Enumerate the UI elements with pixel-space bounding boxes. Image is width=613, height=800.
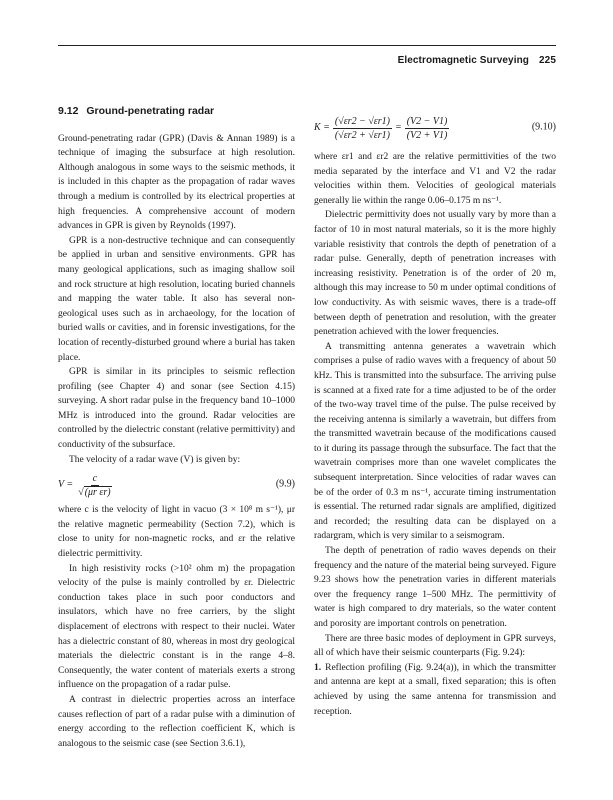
equation-denominator: (√εr2 + √εr1) bbox=[334, 129, 390, 141]
left-column bbox=[58, 104, 295, 751]
paragraph: GPR is a non-destructive technique and can consequently be applied in urban and sensitive environments. GPR has many geological applications, such as imaging shallow soil and rock structure at high resolution, locating buried channels and mapping the water table. It also has several non-geological uses such as in archaeology, for the location of buried walls or cavities, and in forensic investigations, for the location of recently-disturbed ground where a burial has taken place. bbox=[58, 235, 295, 363]
equation-fraction-permittivity bbox=[333, 115, 392, 142]
paragraph: where c is the velocity of light in vacuo (3 × 10⁸ m s⁻¹), μr the relative magnetic permeability (Section 7.2), which is close to unity for non-magnetic rocks, and εr the relative dielectric permittivity. bbox=[58, 505, 295, 560]
equation-number: (9.9) bbox=[275, 478, 295, 490]
paragraph: A contrast in dielectric properties across an interface causes reflection of part of a radar pulse with a diminution of energy according to the reflection coefficient K, which is analogous to the seismic case (see Section 3.6.1), bbox=[58, 694, 295, 749]
paragraph: Dielectric permittivity does not usually vary by more than a factor of 10 in most natural materials, so it is the more highly variable resistivity that controls the depth of penetration of a radar pulse. Generally, depth of penetration increases with increasing resistivity. Penetration is of the order of 20 m, although this may increase to 50 m under optimal conditions of low conductivity. As with seismic waves, there is a trade-off between depth of penetration and resolution, with the greater penetration achieved with the lower frequencies. bbox=[314, 210, 556, 338]
section-number: 9.12 bbox=[58, 105, 79, 117]
equation-equals: = bbox=[394, 121, 402, 133]
equation-9-10 bbox=[314, 110, 556, 146]
equation-fraction-velocity bbox=[405, 115, 450, 142]
paragraph: The velocity of a radar wave (V) is given by: bbox=[69, 454, 241, 465]
page-number: 225 bbox=[539, 55, 556, 66]
section-heading bbox=[58, 104, 295, 119]
paragraph: There are three basic modes of deployment in GPR surveys, all of which have their seismic counterparts (Fig. 9.24): bbox=[314, 633, 556, 659]
paragraph: In high resistivity rocks (>10² ohm m) the propagation velocity of the pulse is mainly controlled by εr. Dielectric conduction takes place in such poor conductors and insulators, which have no free carriers, by the slight displacement of electrons with respect to their nuclei. Water has a dielectric constant of 80, whereas in most dry geological materials the dielectric constant is in the range 4–8. Consequently, the water content of materials exerts a strong influence on the propagation of a radar pulse. bbox=[58, 563, 295, 691]
paragraph: GPR is similar in its principles to seismic reflection profiling (see Chapter 4) and sonar (see Section 4.15) surveying. A short radar pulse in the frequency band 10–1000 MHz is introduced into the ground. Radar velocities are controlled by the dielectric constant (relative permittivity) and conductivity of the subsurface. bbox=[58, 367, 295, 451]
equation-fraction bbox=[76, 472, 113, 499]
equation-number: (9.10) bbox=[531, 121, 556, 133]
paragraph: where εr1 and εr2 are the relative permittivities of the two media separated by the interface and V1 and V2 the radar velocities within them. Velocities of geological materials generally lie within the range 0.06–0.175 m ns⁻¹. bbox=[314, 152, 556, 206]
equation-denominator: (V2 + V1) bbox=[406, 129, 448, 141]
equation-numerator: (V2 − V1) bbox=[406, 115, 448, 127]
list-item-text: Reflection profiling (Fig. 9.24(a)), in which the transmitter and antenna are kept at a small, fixed separation; this is often achieved by using the same antenna for transmission and reception. bbox=[314, 662, 556, 717]
equation-lhs: K = bbox=[314, 121, 330, 133]
equation-numerator: c bbox=[92, 472, 98, 484]
equation-lhs: V = bbox=[58, 478, 74, 490]
section-title: Ground-penetrating radar bbox=[86, 105, 215, 117]
paragraph: Ground-penetrating radar (GPR) (Davis & Annan 1989) is a technique of imaging the subsurface at high resolution. Although analogous in some ways to the seismic methods, it is included in this chapter as the propagation of radar waves through a medium is controlled by its electrical properties at high frequencies. A comprehensive account of modern advances in GPR is given by Reynolds (1997). bbox=[58, 133, 295, 232]
paragraph: A transmitting antenna generates a wavetrain which comprises a pulse of radio waves with a frequency of about 50 kHz. This is transmitted into the subsurface. The arriving pulse is scanned at a fixed rate for a time adjusted to be of the order of the two-way travel time of the pulse. The pulse received by the receiving antenna is similarly a wavetrain, but differs from the transmitted wavetrain because of the modifications caused to it during its passage through the subsurface. The fact that the wavetrain comprises more than one wavelet complicates the subsequent interpretation. Since velocities of radar waves can be of the order of 0.3 m ns⁻¹, accurate timing instrumentation is essential. The returned radar signals are amplified, digitized and recorded; the resulting data can be displayed on a radargram, which is very similar to a seismogram. bbox=[314, 341, 556, 542]
header-rule bbox=[58, 45, 556, 46]
equation-9-9 bbox=[58, 467, 295, 503]
equation-numerator: (√εr2 − √εr1) bbox=[334, 115, 390, 127]
list-item-number: 1. bbox=[314, 662, 322, 673]
running-title: Electromagnetic Surveying bbox=[397, 55, 529, 66]
equation-denominator: (μr εr) bbox=[84, 486, 111, 498]
paragraph: The depth of penetration of radio waves depends on their frequency and the nature of the material being surveyed. Figure 9.23 shows how the penetration varies in different materials over the frequency range 1–500 MHz. The permittivity of water is high compared to dry materials, so the water content and porosity are important controls on penetration. bbox=[314, 546, 556, 629]
running-head bbox=[398, 55, 556, 66]
sqrt-symbol: √ bbox=[78, 486, 84, 498]
right-column bbox=[314, 110, 556, 719]
list-item bbox=[314, 661, 556, 719]
